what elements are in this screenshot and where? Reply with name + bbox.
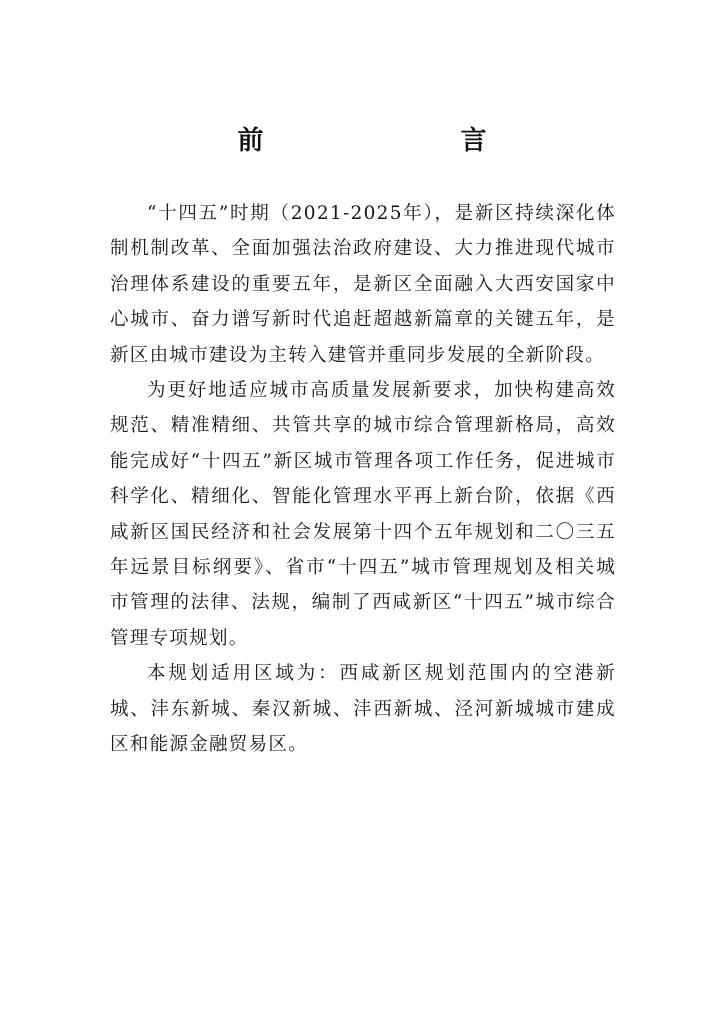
paragraph-2: 为更好地适应城市高质量发展新要求，加快构建高效规范、精准精细、共管共享的城市综合管理新格局，高效能完成好“十四五”新区城市管理各项工作任务，促进城市科学化、精细化、智能化管理水平再上新台阶，依据《西咸新区国民经济和社会发展第十四个五年规划和二〇三五年远景目标纲要》、省市“十四五”城市管理规划及相关城市管理的法律、法规，编制了西咸新区“十四五”城市综合管理专项规划。 (110, 380, 616, 649)
paragraph-3: 本规划适用区域为：西咸新区规划范围内的空港新城、沣东新城、秦汉新城、沣西新城、泾河新城城市建成区和能源金融贸易区。 (110, 663, 616, 756)
paragraph-1: “十四五”时期（2021-2025年），是新区持续深化体制机制改革、全面加强法治政府建设、大力推进现代城市治理体系建设的重要五年，是新区全面融入大西安国家中心城市、奋力谱写新时代追赶超越新篇章的关键五年，是新区由城市建设为主转入建管并重同步发展的全新阶段。 (110, 203, 616, 366)
body-text (110, 196, 616, 763)
page-title: 前 言 (237, 126, 581, 156)
